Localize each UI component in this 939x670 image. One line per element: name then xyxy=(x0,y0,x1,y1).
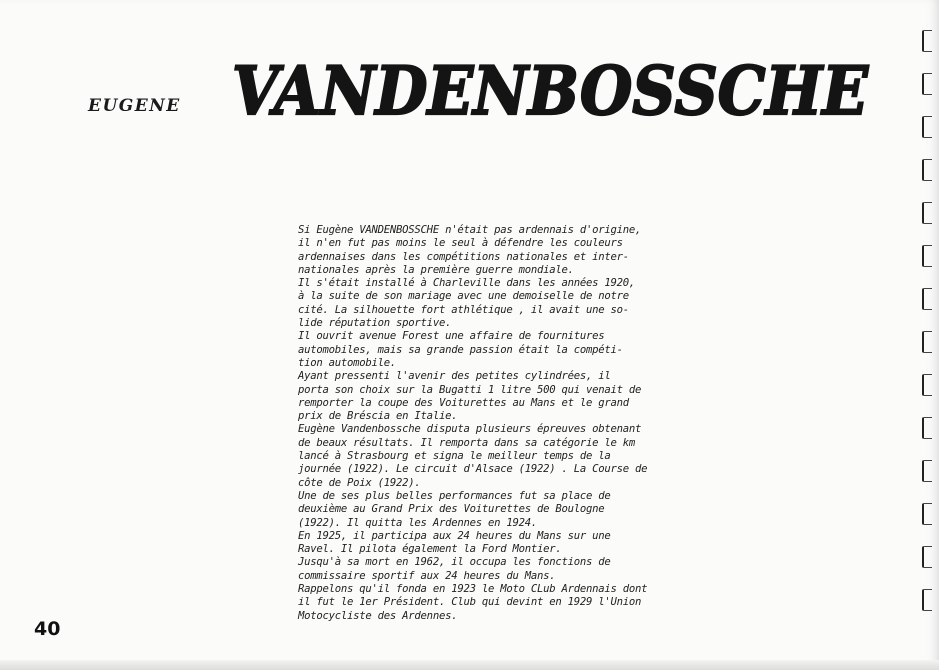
binding-ring xyxy=(922,460,932,482)
text-line: Motocycliste des Ardennes. xyxy=(298,609,458,622)
text-line: En 1925, il participa aux 24 heures du Mans sur une xyxy=(298,529,611,542)
spiral-binding xyxy=(922,30,936,650)
text-line: lide réputation sportive. xyxy=(298,317,452,330)
text-line: porta son choix sur la Bugatti 1 litre 500 qui venait de xyxy=(298,383,642,396)
text-line: de beaux résultats. Il remporta dans sa catégorie le km xyxy=(298,436,636,449)
text-line: à la suite de son mariage avec une demoiselle de notre xyxy=(298,290,629,303)
text-line: nationales après la première guerre mondiale. xyxy=(298,263,574,276)
binding-ring xyxy=(922,417,932,439)
text-line: commissaire sportif aux 24 heures du Mans. xyxy=(298,569,556,582)
text-line: Il ouvrit avenue Forest une affaire de fournitures xyxy=(298,330,605,343)
last-name-heading xyxy=(232,56,872,126)
text-line: automobiles, mais sa grande passion était la compéti- xyxy=(298,343,623,356)
text-line: cité. La silhouette fort athlétique , il avait une so- xyxy=(298,303,629,316)
text-line: Il s'était installé à Charleville dans les années 1920, xyxy=(298,277,636,290)
page-edge xyxy=(0,660,939,670)
text-line: Une de ses plus belles performances fut sa place de xyxy=(298,489,611,502)
binding-ring xyxy=(922,331,932,353)
text-line: Si Eugène VANDENBOSSCHE n'était pas ardennais d'origine, xyxy=(298,224,642,236)
text-line: il fut le 1er Président. Club qui devint en 1929 l'Union xyxy=(298,596,642,609)
binding-ring xyxy=(922,245,932,267)
text-line: ardennaises dans les compétitions nationales et inter- xyxy=(298,250,629,263)
binding-ring xyxy=(922,73,932,95)
text-line: tion automobile. xyxy=(298,356,397,369)
text-line: côte de Poix (1922). xyxy=(298,476,421,489)
binding-ring xyxy=(922,589,932,611)
binding-ring xyxy=(922,30,932,52)
text-line: Rappelons qu'il fonda en 1923 le Moto CLub Ardennais dont xyxy=(298,583,648,596)
text-line: remporter la coupe des Voiturettes au Mans et le grand xyxy=(298,396,629,409)
text-line: (1922). Il quitta les Ardennes en 1924. xyxy=(298,516,537,529)
text-line: lancé à Strasbourg et signa le meilleur temps de la xyxy=(298,450,611,463)
first-name-heading: EUGENE xyxy=(88,96,181,116)
text-line: Jusqu'à sa mort en 1962, il occupa les fonctions de xyxy=(298,556,611,569)
text-line: il n'en fut pas moins le seul à défendre les couleurs xyxy=(298,237,623,250)
last-name-text: VANDENBOSSCHE xyxy=(232,56,870,126)
binding-ring xyxy=(922,546,932,568)
text-line: Ravel. Il pilota également la Ford Montier. xyxy=(298,543,562,556)
binding-ring xyxy=(922,288,932,310)
text-line: journée (1922). Le circuit d'Alsace (1922) . La Course de xyxy=(298,463,648,476)
page-number: 40 xyxy=(34,618,61,640)
text-line: prix de Bréscia en Italie. xyxy=(298,410,458,423)
binding-ring xyxy=(922,116,932,138)
binding-ring xyxy=(922,503,932,525)
text-line: Eugène Vandenbossche disputa plusieurs épreuves obtenant xyxy=(298,423,642,436)
binding-ring xyxy=(922,374,932,396)
binding-ring xyxy=(922,202,932,224)
text-line: deuxième au Grand Prix des Voiturettes de Boulogne xyxy=(298,503,605,516)
binding-ring xyxy=(922,159,932,181)
biography-text xyxy=(298,224,688,623)
text-line: Ayant pressenti l'avenir des petites cylindrées, il xyxy=(298,370,611,383)
